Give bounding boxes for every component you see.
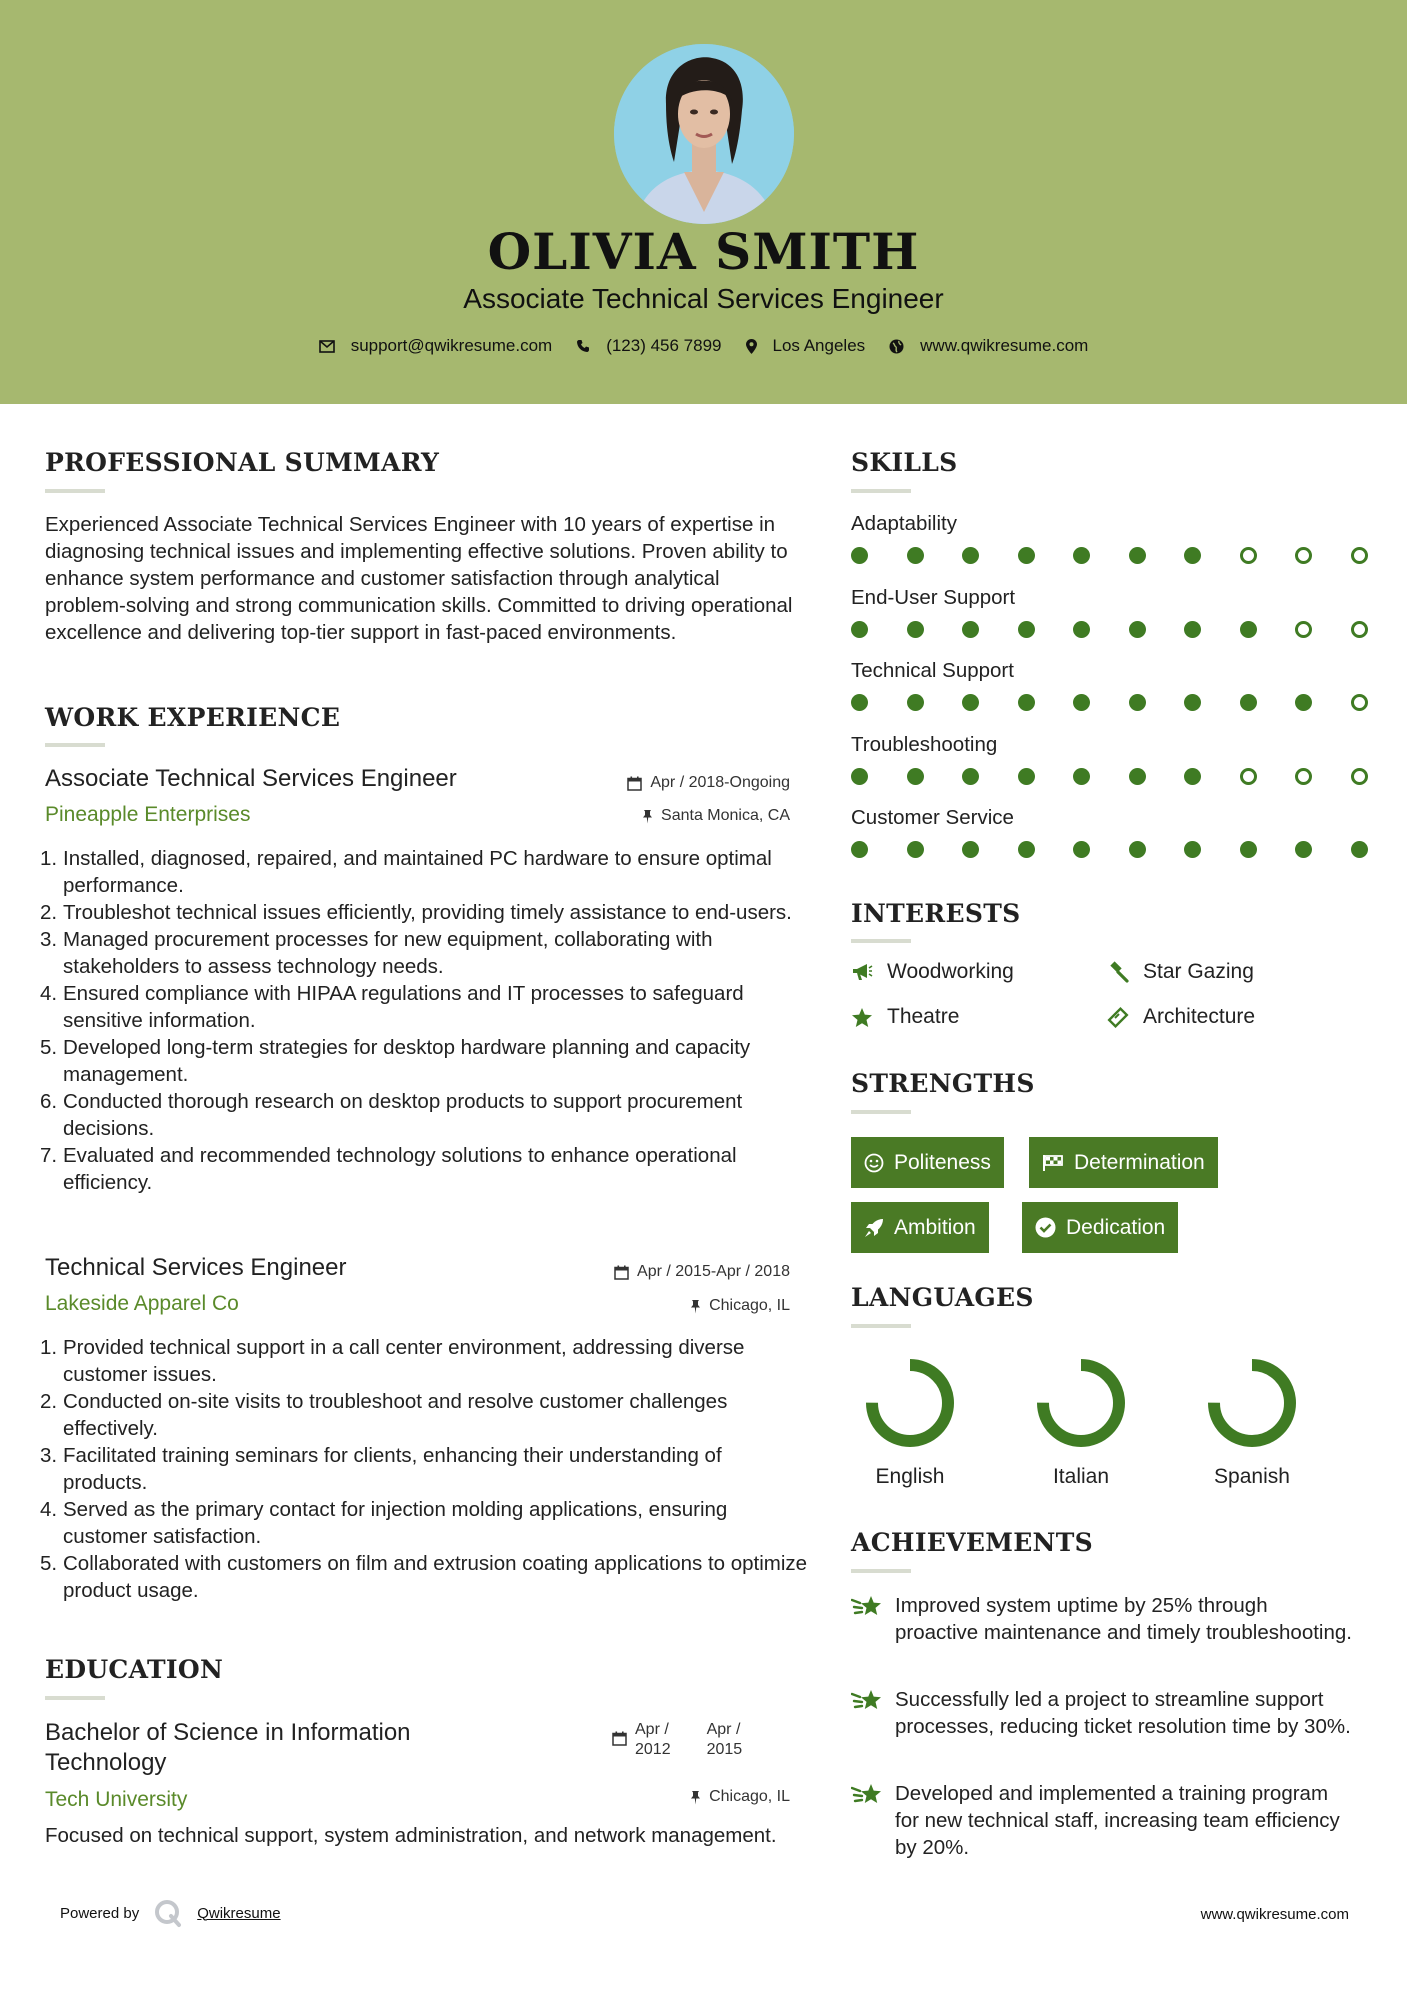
shooting-star-icon [851,1594,885,1620]
star-icon [851,1007,873,1028]
achievement-3-text: Developed and implemented a training program for new technical staff, increasing team efficiency by 20%. [895,1782,1340,1859]
rating-dot-filled [962,768,979,785]
skill-label: Adaptability [851,512,957,535]
rating-dot-filled [1018,768,1035,785]
rating-dot-filled [1184,621,1201,638]
ticket-icon [1107,1006,1129,1028]
job-location-2-text: Chicago, IL [709,1297,790,1314]
strength-ambition-label: Ambition [894,1215,976,1239]
check-circle-icon [1035,1217,1056,1238]
list-item: 5. Developed long-term strategies for desktop hardware planning and capacity management. [40,1036,751,1086]
rating-dot-filled [962,841,979,858]
rating-dot-empty [1240,547,1257,564]
interests-divider [851,939,911,943]
achievements-title: ACHIEVEMENTS [851,1528,1093,1557]
rating-dot-filled [851,768,868,785]
interest-woodworking [851,960,1014,984]
rating-dot-filled [907,547,924,564]
skill-label: End-User Support [851,585,1016,609]
job-location-1-text: Santa Monica, CA [661,807,790,824]
interest-star-gazing-label: Star Gazing [1143,960,1254,983]
rating-dot-filled [851,621,868,638]
rating-dot-filled [1073,621,1090,638]
language-label: English [875,1465,945,1488]
rating-dot-filled [1240,841,1257,858]
language-label: Spanish [1214,1465,1290,1488]
strength-dedication-label: Dedication [1066,1215,1166,1239]
rating-dot-filled [1073,768,1090,785]
skill-rating [851,841,1406,858]
rating-dot-empty [1351,547,1368,564]
portrait-image [614,44,794,224]
rating-dot-filled [1018,547,1035,564]
language-progress-ring [855,1348,965,1458]
shooting-star-icon [851,1688,885,1714]
footer-site[interactable]: www.qwikresume.com [1200,1906,1349,1923]
rating-dot-filled [962,694,979,711]
strength-determination-label: Determination [1074,1150,1205,1174]
pushpin-icon [642,809,653,824]
achievements-divider [851,1569,911,1573]
rating-dot-filled [1018,621,1035,638]
summary-title: PROFESSIONAL SUMMARY [45,448,440,477]
list-item: 4. Served as the primary contact for injection molding applications, ensuring customer satisfaction. [40,1498,728,1548]
powered-by-label: Powered by [60,1904,140,1922]
rating-dot-filled [1184,841,1201,858]
education-degree-line-1: Bachelor of Science in Information [45,1719,411,1746]
interest-theatre [851,1005,959,1029]
qwikresume-logo-icon [153,1898,183,1928]
profile-photo [614,44,794,224]
rating-dot-filled [1129,621,1146,638]
education-date-end-1: Apr / [706,1721,741,1738]
summary-text: Experienced Associate Technical Services Engineer with 10 years of expertise in diagnosing technical issues and implementing effective solutions. Proven ability to enhance system performance and customer satisfaction through analytical problem-solving and strong communication skills. Committed to driving operational excellence and delivering top-tier support in fast-paced environments. [45,513,793,644]
interest-woodworking-label: Woodworking [887,960,1014,983]
experience-divider [45,743,105,747]
experience-title: WORK EXPERIENCE [45,703,341,732]
rating-dot-empty [1295,768,1312,785]
rating-dot-filled [1018,694,1035,711]
skill-label: Customer Service [851,806,1014,829]
job-date-2-text: Apr / 2015-Apr / 2018 [637,1263,790,1280]
resume-header [0,0,1407,404]
job-date-2 [614,1263,790,1281]
rating-dot-empty [1295,547,1312,564]
rating-dot-filled [962,547,979,564]
rating-dot-filled [1240,621,1257,638]
contact-location-text: Los Angeles [772,336,866,355]
education-date-start-2: 2012 [635,1741,671,1758]
globe-icon [889,339,904,354]
education-description: Focused on technical support, system administration, and network management. [45,1824,777,1847]
rating-dot-filled [1129,547,1146,564]
rating-dot-filled [1184,547,1201,564]
list-item: 3. Managed procurement processes for new equipment, collaborating with stakeholders to assess technology needs. [40,928,713,978]
rating-dot-filled [851,694,868,711]
rating-dot-filled [962,621,979,638]
education-location-text: Chicago, IL [709,1788,790,1805]
list-item: 6. Conducted thorough research on desktop products to support procurement decisions. [40,1090,743,1140]
list-item: 4. Ensured compliance with HIPAA regulations and IT processes to safeguard sensitive information. [40,982,744,1032]
summary-divider [45,489,105,493]
rating-dot-filled [1295,694,1312,711]
achievement-1-text: Improved system uptime by 25% through proactive maintenance and timely troubleshooting. [895,1594,1352,1644]
interest-star-gazing [1107,960,1254,984]
rating-dot-empty [1240,768,1257,785]
strength-dedication [1022,1202,1178,1253]
rating-dot-filled [851,547,868,564]
education-date-start-1: Apr / [635,1721,669,1738]
rating-dot-filled [1073,841,1090,858]
language-ring [1197,1348,1307,1463]
contact-phone[interactable] [576,336,721,356]
education-degree-line-2: Technology [45,1749,167,1776]
rating-dot-filled [1184,768,1201,785]
contact-phone-text: (123) 456 7899 [606,336,722,355]
pushpin-icon [690,1790,701,1805]
contact-email[interactable] [319,336,553,356]
job-date-1 [627,774,790,792]
language-progress-ring [1026,1348,1136,1458]
gavel-icon [1107,961,1129,983]
job-title-2: Technical Services Engineer [45,1254,347,1281]
skill-rating [851,694,1406,711]
rating-dot-filled [907,621,924,638]
phone-icon [576,339,590,353]
rating-dot-filled [1073,694,1090,711]
location-pin-icon [746,339,757,354]
rating-dot-filled [1351,841,1368,858]
contact-website-text: www.qwikresume.com [920,336,1089,355]
language-progress-arc [872,1365,948,1441]
job-bullets-1 [40,845,810,1196]
contact-website[interactable] [889,336,1088,356]
achievement-2-text: Successfully led a project to streamline support processes, reducing ticket resolution time by 30%. [895,1688,1351,1738]
candidate-role: Associate Technical Services Engineer [463,283,944,314]
language-progress-ring [1197,1348,1307,1458]
skill-rating [851,621,1406,638]
smile-icon [864,1153,884,1173]
list-item: 2. Troubleshot technical issues efficiently, providing timely assistance to end-users. [40,901,792,924]
strength-determination [1029,1137,1218,1188]
education-location [690,1788,790,1806]
interest-theatre-label: Theatre [887,1005,960,1028]
rating-dot-empty [1295,621,1312,638]
strength-politeness-label: Politeness [894,1150,991,1174]
job-title-1: Associate Technical Services Engineer [45,765,457,792]
pushpin-icon [690,1299,701,1314]
strengths-divider [851,1110,911,1114]
calendar-icon [612,1731,627,1746]
job-company-2: Lakeside Apparel Co [45,1292,239,1315]
job-date-1-text: Apr / 2018-Ongoing [650,774,790,791]
interests-title: INTERESTS [851,899,1021,928]
rating-dot-filled [1295,841,1312,858]
rating-dot-filled [1129,694,1146,711]
rating-dot-filled [1018,841,1035,858]
skills-divider [851,489,911,493]
rating-dot-filled [851,841,868,858]
rating-dot-empty [1351,768,1368,785]
list-item: 5. Collaborated with customers on film and extrusion coating applications to optimize product usage. [40,1552,808,1602]
bullhorn-icon [851,962,873,982]
strength-politeness [851,1137,1004,1188]
qwikresume-brand-link[interactable]: Qwikresume [197,1904,281,1922]
education-school: Tech University [45,1788,188,1811]
calendar-icon [614,1265,629,1280]
language-ring [855,1348,965,1463]
list-item: 1. Installed, diagnosed, repaired, and maintained PC hardware to ensure optimal performance. [40,847,772,897]
strengths-title: STRENGTHS [851,1069,1035,1098]
list-item: 7. Evaluated and recommended technology solutions to enhance operational efficiency. [40,1144,737,1194]
education-degree [45,1718,411,1778]
achievement-1 [851,1592,1355,1646]
rating-dot-filled [1129,768,1146,785]
contact-email-text: support@qwikresume.com [350,336,553,355]
skill-rating [851,547,1406,564]
achievement-3 [851,1780,1355,1861]
skill-rating [851,768,1406,785]
flag-icon [1042,1154,1064,1172]
rating-dot-filled [907,841,924,858]
skills-title: SKILLS [851,448,958,477]
education-date [612,1720,742,1760]
rating-dot-empty [1351,694,1368,711]
envelope-icon [319,340,335,353]
candidate-name: OLIVIA SMITH [487,222,920,281]
contact-location [746,336,866,356]
list-item: 2. Conducted on-site visits to troubleshoot and resolve customer challenges effectively. [40,1390,728,1440]
achievement-2 [851,1686,1355,1740]
rating-dot-filled [1240,694,1257,711]
language-label: Italian [1052,1465,1110,1488]
strength-ambition [851,1202,989,1253]
languages-title: LANGUAGES [851,1283,1034,1312]
language-progress-arc [1214,1365,1290,1441]
job-location-2 [690,1297,790,1315]
language-progress-arc [1043,1365,1119,1441]
rating-dot-empty [1351,621,1368,638]
interest-architecture [1107,1005,1255,1029]
list-item: 1. Provided technical support in a call center environment, addressing diverse customer issues. [40,1336,745,1386]
calendar-icon [627,776,642,791]
list-item: 3. Facilitated training seminars for clients, enhancing their understanding of products. [40,1444,722,1494]
rocket-icon [864,1218,884,1238]
skill-label: Technical Support [851,659,1014,682]
shooting-star-icon [851,1782,885,1808]
footer-powered-by [60,1898,281,1928]
rating-dot-filled [907,768,924,785]
job-location-1 [642,807,790,825]
job-bullets-2 [40,1334,810,1604]
education-date-end-2: 2015 [706,1741,743,1758]
education-divider [45,1696,105,1700]
rating-dot-filled [1073,547,1090,564]
languages-divider [851,1324,911,1328]
skill-label: Troubleshooting [851,732,998,756]
contact-bar [0,336,1407,356]
rating-dot-filled [1184,694,1201,711]
rating-dot-filled [1129,841,1146,858]
job-company-1: Pineapple Enterprises [45,803,251,826]
rating-dot-filled [907,694,924,711]
interest-architecture-label: Architecture [1143,1005,1256,1028]
language-ring [1026,1348,1136,1463]
education-title: EDUCATION [45,1655,224,1684]
